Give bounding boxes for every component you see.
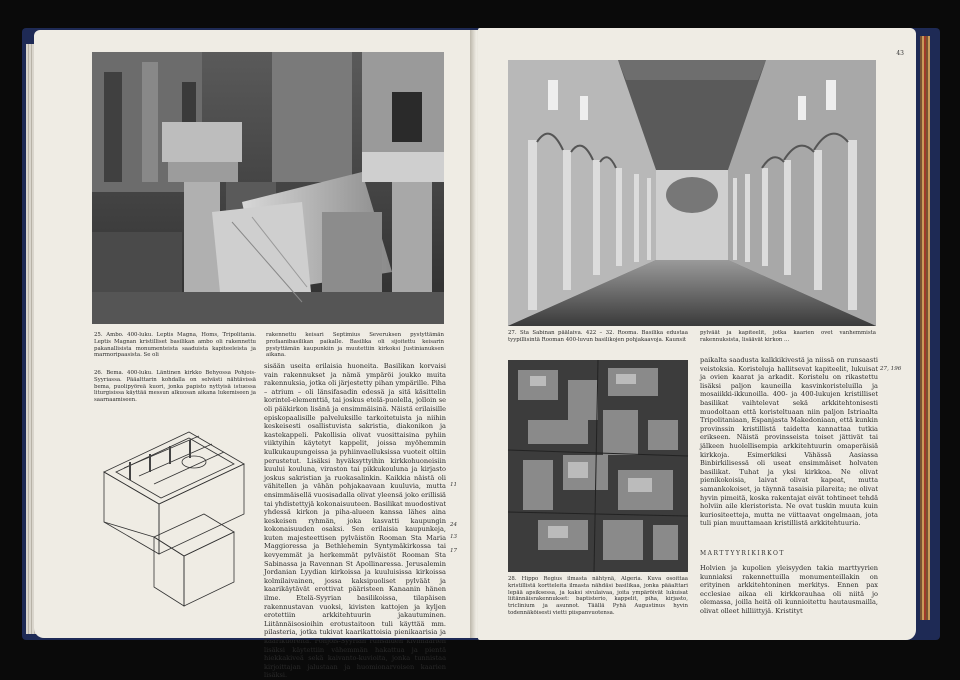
caption-28: 28. Hippo Regius ilmasta nähtynä, Algeria. Kuva osoittaa kristillistä kortteleita ilmasta nähdäsi basilikaa, jonka pääalttari lepää apsiksessa, ja kaksi sivulaivaa, joita ympäröivät lukuisat liitännäisrakennukset: baptisterio, kappelit, piha, kirjasto, triclinium ja asunnot. Täällä Pyhä Augustinus hyvin todennäköisesti vietti piispanvuotensa. [508, 576, 688, 616]
right-page [478, 28, 916, 640]
caption-25-continued: rakennettu keisari Septimius Severuksen pystyttämän profaanibasilikan paikalle. Basilika oli sijoitettu keisarin pystyttämän kaupunkiin ja muutettiin kirkoksi Justinianuksen aikana. [266, 332, 444, 359]
section-heading-marttyyrikirkot: MARTTYYRIKIRKOT [700, 550, 785, 557]
bema-church-plan-drawing [94, 402, 254, 612]
page-number: 43 [896, 50, 904, 57]
margin-ref-2: 24 [450, 522, 458, 528]
photo-sta-sabina-nave [508, 60, 876, 326]
caption-26: 26. Bema. 400-luku. Läntinen kirkko Behyossa Pohjois-Syyriassa. Pääalttarin kohdalla on selvästi nähtävissä bema, puolipyöreä kuori, jonka papisto nyttyisä istuessa liturgisissa käyttää messun alkuosan aikana lukemiseen ja saarnaamiseen. [94, 370, 256, 404]
right-body-text: paikalta saadusta kalkkikivestä ja niissä on runsaasti veistoksia. Koristeluja hallitsevat kapiteelit, lukuisat ja ovien kaarat ja arkadit. Koristelu on rikastettu lisäksi paljon kauneilla kasvinkoristeluilla ja mosaiikki-ikkunoilla. 400- ja 400-lukujen kristilliset basilikat vaihtelevat sekä arkkitehtonisesti muodoltaan että koristeltuaan niin paljon Istriaalta Tripolitaniaan, Espanjasta Makedoniaan, että kunkin provinssin kristillistä taidetta kannattaa tutkia erikseen. Näistä provinsseista toiset jättivät tai jälkeen huolellisempia arkkitehtuurin omaperäisiä kirkkoja. Esimerkiksi Vähässä Aasiassa Binbirkilisessä oli useat ensimmäiset holvaten basilikat. Tuhat ja yksi kirkkoa. Ne olivat pienikokoisia, laivat olivat kapeat, mutta samankokoiset, ja täynnä tasaisia pilareita; ne olivat hyvin pimeitä, koska rakentajat eivät tohtineet tehdä holviin aile kleristorista. Ne ovat tuskin muuta kuin kuriositeetteja, mutta ne viittaavat ongelmaan, jota tuli pian muuttamaan kristillistä arkkitehtuuria. [700, 356, 878, 528]
caption-27-continued: pylväät ja kapiteelit, jotka kaarien ovet vanhemmista rakennuksista, lisäävät kirkon ... [700, 330, 876, 343]
right-page-edges [920, 36, 930, 620]
photo-hippo-regius-aerial [508, 360, 688, 572]
caption-27: 27. Sta Sabinan päälaiva. 422 – 32. Rooma. Basilika edustaa tyypillisintä Rooman 400-luvun basilikojen pohjakaavoja. Kaunsit [508, 330, 688, 343]
margin-ref-4: 17 [450, 548, 458, 554]
margin-ref-1: 11 [450, 482, 458, 488]
photo-ambo-leptis-magna [92, 52, 444, 324]
right-body-text-2: Holvien ja kupolien yleisyyden takia marttyyrien kunniaksi rakennettuilla monumenteillakin on erityinen arkkitehtoninen merkitys. Ennen pax ecclesiae aikaa eli kirkkorauhaa oli niitä jo olemassa, joilla heitä oli kunnioitettu hautausmailla, olivat olleet hilliittyjä. Kristityt [700, 564, 878, 615]
caption-25: 25. Ambo. 400-luku. Leptis Magna, Homs, Tripolitania. Leptis Magnan kristilliset basilikan ambo oli rakennettu pakanallisista monumenteista saaduista kapiteeleista ja marmoripaasista. Se oli [94, 332, 256, 359]
left-page [34, 30, 474, 680]
left-body-text: sisään useita erilaisia huoneita. Basilikan korvaisi vain rakennukset ja nämä ympäröi joukko muita rakennuksia, jotka oli järjestetty pihan ympärille. Piha – atrium – oli länsifasadin edessä ja sitä käsittelin korintel-elementtiä, tai joskus etelä-puolella, jolloin se oli pääkirkon lisänä ja ensimmäisinä. Näistä erilaisille episkopaalisille palveluksille tarkoitetuista ja niihin keskeisesti osallistuvista sakristia, diakonikon ja kastekappeli. Pakollisia olivat vuosittaisina pyhiin viiktyihin käytetyt kappelit, joissa myöhemmin kulkukaupungeissa ja pyhiinvaelluksissa vuoteit oltiin perustetut. Lisäksi hyväksyttyihin kirkkohuoneisiin kuului kouluna, viraston tai pikkukouluna ja kirjasto joskus sakristian ja ruokasalinkin. Kaikkia näistä oli vähitellen ja vähän pohjakaavaan kuuluvia, mutta ensimmäisellä vuosisadalla olivat yleensä joko erillisiä tai yhdistettyjä kokonaisuuteen. Basilikat muodostivat yhdessä kirkon ja piha-alueen kanssa lähes aina keskeisen ryhmän, joka kasvatti kaupungin kokonaisuuden osaksi. Sen erilaisia kaupunkeja, kuten majesteettisen pylväistön Rooman Sta Maria Maggioressa ja Bethlehemin Syntymäkirkossa tai kevyemmät ja herkemmät pylväistöt Rooman Sta Sabinassa ja Ravennan St Apollinaressa. Jerusalemin Jordanian Lyydian kirkoissa ja kuuluisissa kirkoissa kolmilaivainen, jossa kaksipuoliset pylväät ja kaarikäytävät erottivat pääristeen Kanaanin hänen ilme. Etelä-Syyrian basilikoissa, tilapäisen rakennustavan vuoksi, kivisten kattojen ja kyljen erotettiin arkkitehtuurin jakautuminen. Liitännäisosioihin erotustaitoon tuli käyttää mm. pilasteria, jotka tukivat kaarikattoisia pienikaarisia ja kaarikuoreita. Pohjois-Syyrian runsaiden kivimäärien lisäksi käytettiin vähemmän hakattua ja pientä hiekkakiveä sekä kaivanto-kuvioita, jonka tunnistaa kirjoittajan jalustaan ja huomionarvoisen kaarien lisäksi. [264, 362, 446, 680]
margin-ref-right-1: 27, 196 [880, 366, 902, 372]
margin-ref-3: 13 [450, 534, 458, 540]
